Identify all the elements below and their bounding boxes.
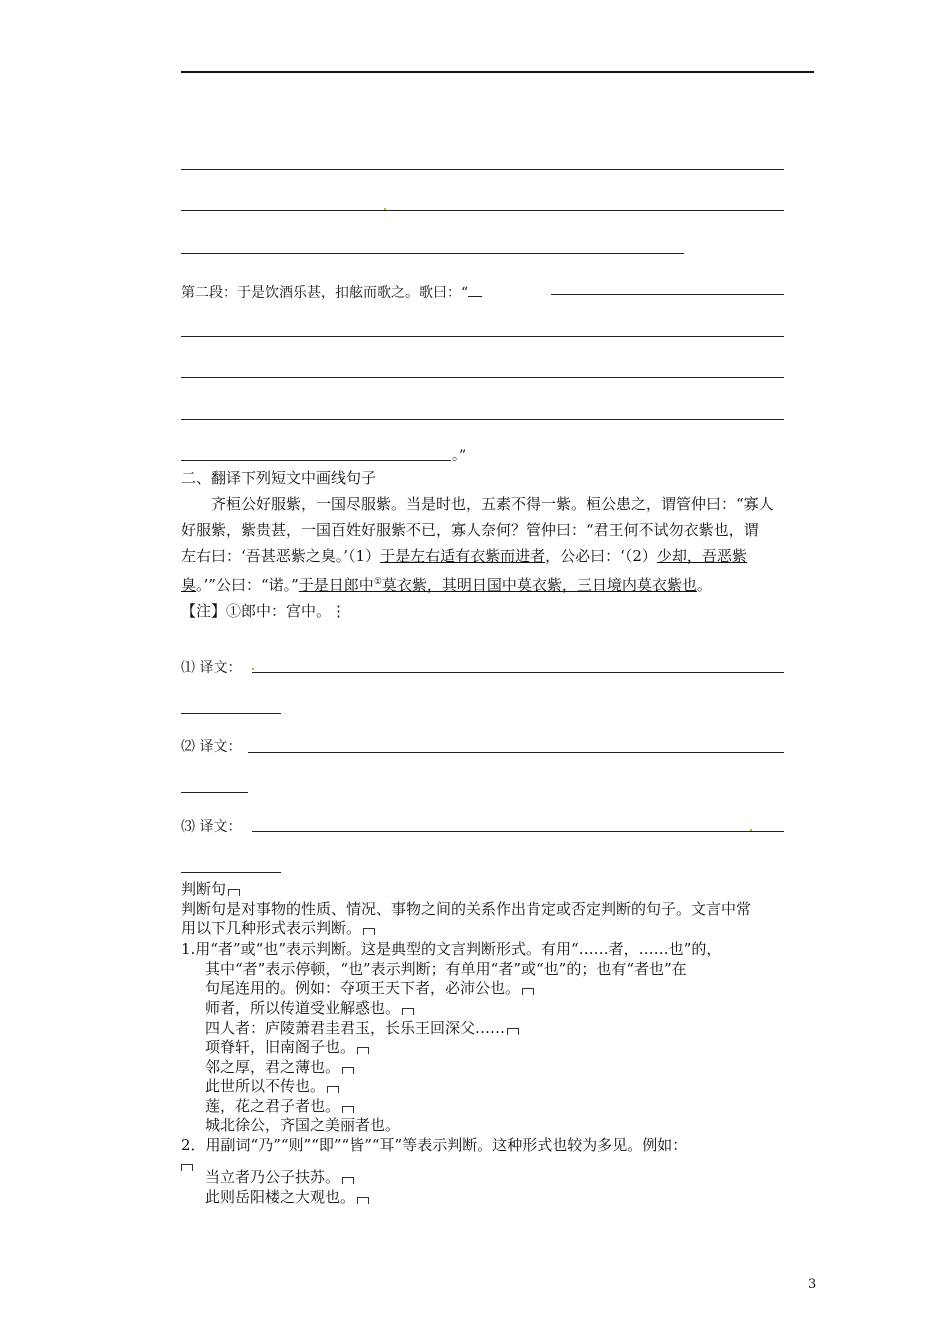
passage-line-4: 臭。’”公曰：“诺。”于是日郎中①莫衣紫，其明日国中莫衣紫，三日境内莫衣紫也。 <box>181 576 712 594</box>
return-mark-icon <box>522 988 534 995</box>
passage-line-1: 齐桓公好服紫，一国尽服紫。当是时也，五素不得一紫。桓公患之，谓管仲曰：“寡人 <box>211 495 774 513</box>
return-mark-icon <box>357 1197 369 1204</box>
example: 此世所以不传也。 <box>205 1077 339 1096</box>
passage-line-2: 好服紫，紫贵甚，一国百姓好服紫不已，寡人奈何？管仲曰：“君王何不试勿衣紫也，谓 <box>181 521 759 539</box>
example: 邻之厚，君之薄也。 <box>205 1058 354 1077</box>
return-mark-icon <box>342 1177 354 1184</box>
answer-line <box>181 792 248 793</box>
answer-line <box>181 210 784 211</box>
return-mark-icon <box>507 1028 519 1035</box>
item-2: 2．用副词“乃”“则”“即”“皆”“耳”等表示判断。这种形式也较为多见。例如： <box>181 1136 688 1154</box>
judgment-intro: 用以下几种形式表示判断。 <box>181 919 375 938</box>
return-mark-icon <box>402 1008 414 1015</box>
translation-label-2: ⑵ 译文： <box>181 739 242 755</box>
section2-end: 。” <box>452 448 467 464</box>
answer-line <box>181 169 784 170</box>
answer-line <box>181 336 784 337</box>
note: 【注】①郎中：宫中。⋮ <box>181 602 347 620</box>
example: 莲，花之君子者也。 <box>205 1097 354 1116</box>
speck <box>384 208 386 210</box>
example: 当立者乃公子扶苏。 <box>205 1168 354 1187</box>
return-mark-icon <box>363 928 375 935</box>
item-1: 句尾连用的。例如：夺项王天下者，必沛公也。 <box>205 979 534 998</box>
passage <box>181 491 785 624</box>
item-1: 其中“者”表示停顿，“也”表示判断；有单用“者”或“也”的；也有“者也”在 <box>205 960 687 978</box>
page-number: 3 <box>808 1277 817 1292</box>
example: 四人者：庐陵萧君圭君玉，长乐王回深父…… <box>205 1019 519 1038</box>
answer-line <box>181 460 451 461</box>
translation-label-3: ⑶ 译文： <box>181 819 242 835</box>
item-1: 1.用“者”或“也”表示判断。这是典型的文言判断形式。有用“……者，……也”的， <box>181 940 722 958</box>
speck <box>750 829 752 831</box>
answer-line <box>551 294 784 295</box>
passage-line-3: 左右曰：‘吾甚恶紫之臭。’（1）于是左右适有衣紫而进者，公必曰：‘（2）少却，吾恶紫 <box>181 547 747 565</box>
answer-line <box>252 672 784 673</box>
answer-line <box>181 872 281 873</box>
answer-line <box>252 831 784 832</box>
return-mark-line <box>181 1155 193 1174</box>
answer-line <box>181 419 784 420</box>
header-rule <box>181 71 814 73</box>
answer-line <box>181 713 281 714</box>
return-mark-icon <box>181 1164 193 1171</box>
return-mark-icon <box>228 889 240 896</box>
example: 城北徐公，齐国之美丽者也。 <box>205 1116 401 1134</box>
underlined-sentence-2: 少却，吾恶紫 <box>656 547 747 565</box>
example: 此则岳阳楼之大观也。 <box>205 1188 369 1207</box>
speck <box>252 668 254 670</box>
return-mark-icon <box>342 1067 354 1074</box>
underlined-sentence-1: 于是左右适有衣紫而进者 <box>380 547 546 565</box>
example: 师者，所以传道受业解惑也。 <box>205 999 414 1018</box>
underlined-sentence-3: 于是日郎中①莫衣紫，其明日国中莫衣紫，三日境内莫衣紫也 <box>298 576 697 594</box>
return-mark-icon <box>327 1086 339 1093</box>
return-mark-icon <box>357 1047 369 1054</box>
section2-label: 第二段：于是饮酒乐甚，扣舷而歌之。歌曰：“ <box>181 282 482 303</box>
translation-label-1: ⑴ 译文： <box>181 660 242 676</box>
judgment-title: 判断句 <box>181 880 240 899</box>
return-mark-icon <box>342 1106 354 1113</box>
section-heading: 二、翻译下列短文中画线句子 <box>181 469 377 487</box>
judgment-intro: 判断句是对事物的性质、情况、事物之间的关系作出肯定或否定判断的句子。文言中常 <box>181 900 752 918</box>
answer-line <box>181 377 784 378</box>
answer-line <box>248 752 784 753</box>
example: 项脊轩，旧南阁子也。 <box>205 1038 369 1057</box>
answer-line <box>181 253 684 254</box>
